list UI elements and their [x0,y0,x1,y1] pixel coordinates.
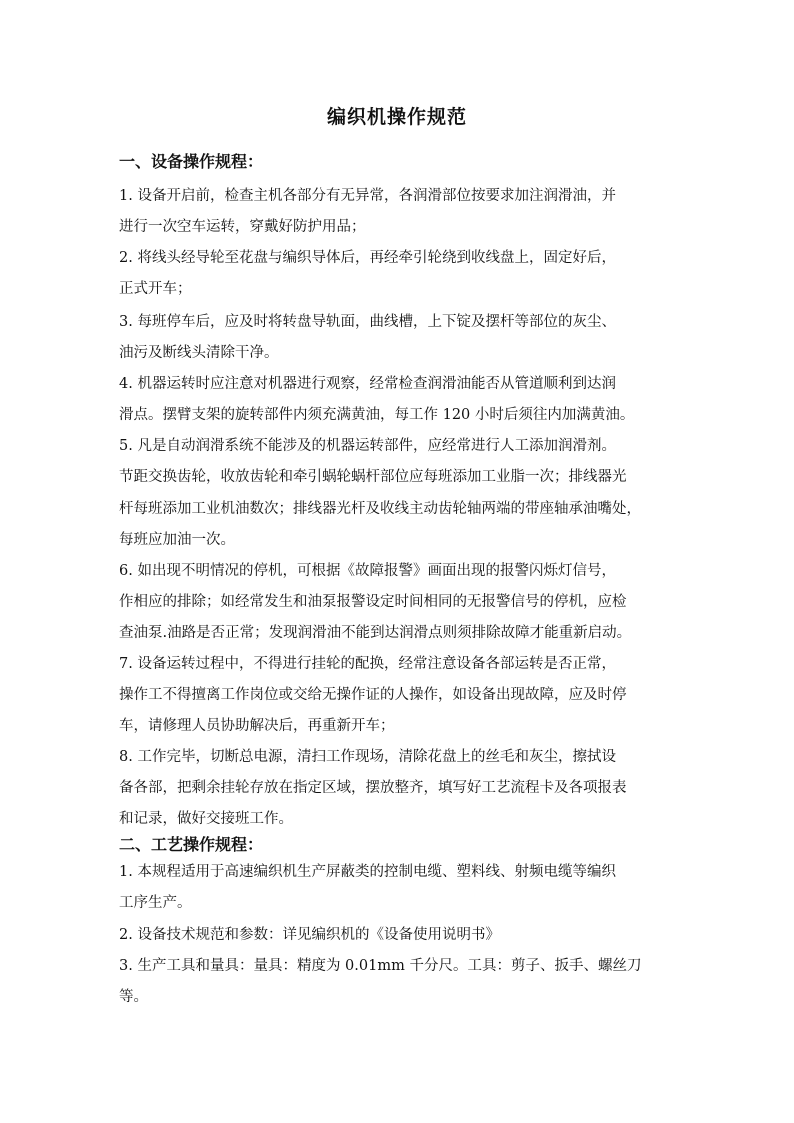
paragraph-line: 2. 设备技术规范和参数：详见编织机的《设备使用说明书》 [119,927,500,943]
paragraph-line: 车，请修理人员协助解决后，再重新开车； [119,718,395,734]
paragraph-line: 工序生产。 [119,895,192,911]
section-2-heading: 二、工艺操作规程： [119,835,264,854]
paragraph-line: 查油泵.油路是否正常；发现润滑油不能到达润滑点则须排除故障才能重新启动。 [119,625,632,641]
paragraph-line: 3. 每班停车后，应及时将转盘导轨面，曲线槽，上下锭及摆杆等部位的灰尘、 [119,314,616,330]
paragraph-line: 7. 设备运转过程中，不得进行挂轮的配换，经常注意设备各部运转是否正常， [119,656,616,672]
paragraph-line: 操作工不得擅离工作岗位或交给无操作证的人操作，如设备出现故障，应及时停 [119,687,627,703]
paragraph-line: 备各部，把剩余挂轮存放在指定区域，摆放整齐，填写好工艺流程卡及各项报表 [119,780,627,796]
paragraph-line: 和记录，做好交接班工作。 [119,811,293,827]
section-1-heading: 一、设备操作规程： [119,152,264,171]
paragraph-line: 每班应加油一次。 [119,532,235,548]
paragraph-line: 节距交换齿轮，收放齿轮和牵引蜗轮蜗杆部位应每班添加工业脂一次；排线器光 [119,469,627,485]
paragraph-line: 4. 机器运转时应注意对机器进行观察，经常检查润滑油能否从管道顺利到达润 [119,376,616,392]
document-title: 编织机操作规范 [326,106,467,128]
paragraph-line: 8. 工作完毕，切断总电源，清扫工作现场，清除花盘上的丝毛和灰尘，擦拭设 [119,749,616,765]
paragraph-line: 3. 生产工具和量具：量具：精度为 0.01mm 千分尺。工具：剪子、扳手、螺丝刀 [119,958,642,974]
paragraph-line: 2. 将线头经导轮至花盘与编织导体后，再经牵引轮绕到收线盘上，固定好后， [119,250,616,266]
paragraph-line: 等。 [119,989,148,1005]
paragraph-line: 油污及断线头清除干净。 [119,345,279,361]
paragraph-line: 进行一次空车运转，穿戴好防护用品； [119,219,366,235]
paragraph-line: 杆每班添加工业机油数次；排线器光杆及收线主动齿轮轴两端的带座轴承油嘴处， [119,501,641,517]
paragraph-line: 6. 如出现不明情况的停机，可根据《故障报警》画面出现的报警闪烁灯信号， [119,563,616,579]
paragraph-line: 5. 凡是自动润滑系统不能涉及的机器运转部件，应经常进行人工添加润滑剂。 [119,438,616,454]
paragraph-line: 1. 本规程适用于高速编织机生产屏蔽类的控制电缆、塑料线、射频电缆等编织 [119,864,616,880]
paragraph-line: 滑点。摆臂支架的旋转部件内须充满黄油，每工作 120 小时后须往内加满黄油。 [119,407,635,423]
paragraph-line: 作相应的排除；如经常发生和油泵报警设定时间相同的无报警信号的停机，应检 [119,594,627,610]
paragraph-line: 正式开车； [119,281,192,297]
paragraph-line: 1. 设备开启前，检查主机各部分有无异常，各润滑部位按要求加注润滑油，并 [119,188,616,204]
